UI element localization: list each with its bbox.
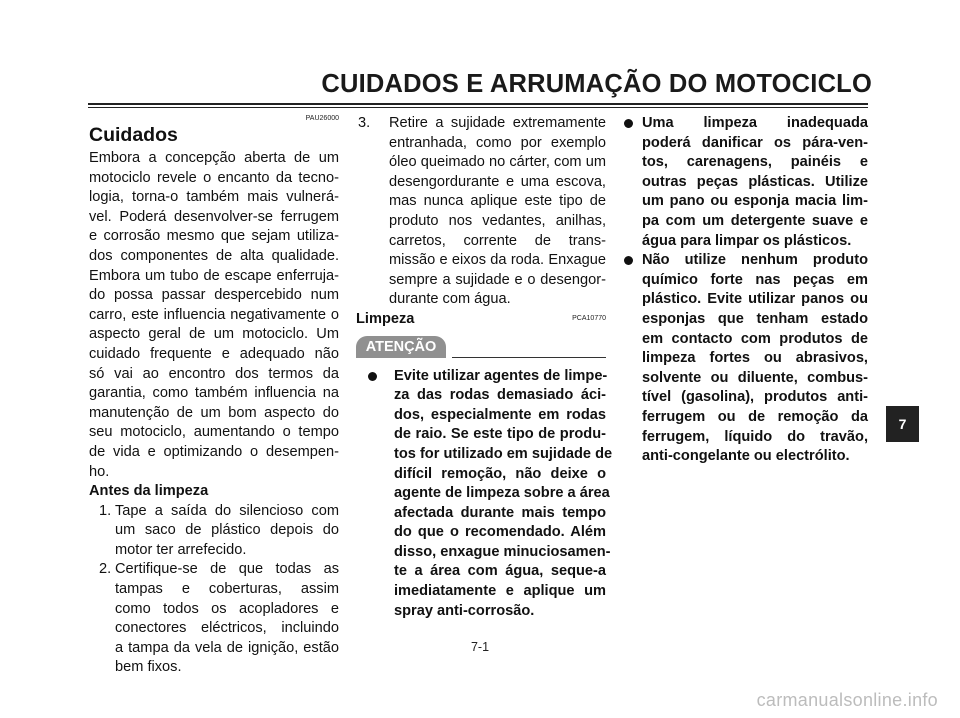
column-3 xyxy=(622,114,868,467)
text-line: em contacto com produtos de xyxy=(642,330,868,347)
text-line: plástico. Evite utilizar panos ou xyxy=(642,291,868,308)
text-line: um saco de plástico depois do xyxy=(115,522,339,539)
column-2 xyxy=(356,114,613,621)
warning-rule xyxy=(452,357,606,358)
reference-code: PAU26000 xyxy=(305,115,339,122)
text-line: ferrugem ou de remoção da xyxy=(642,408,868,425)
text-line: dos, especialmente em rodas xyxy=(394,406,606,423)
step-number: 3. xyxy=(358,115,371,131)
text-line: durante com água. xyxy=(389,291,511,308)
text-line: vel. Poderá desenvolver-se ferrugem xyxy=(89,208,339,225)
text-line: manutenção de um bom aspecto do xyxy=(89,404,339,421)
text-line: dos componentes de alta qualidade. xyxy=(89,247,339,264)
column-1 xyxy=(89,114,339,678)
text-line: aspecto geral de um motociclo. Um xyxy=(89,326,339,343)
text-line: óleo queimado no cárter, com um xyxy=(389,154,606,171)
text-line: água para limpar os plásticos. xyxy=(642,232,852,249)
text-line: mas nunca aplique este tipo de xyxy=(389,193,606,210)
text-line: só vai ao encontro dos termos da xyxy=(89,365,339,382)
text-line: entranhada, como por exemplo xyxy=(389,134,606,151)
text-line: outras peças plásticas. Utilize xyxy=(642,173,868,190)
bullet-dot-icon xyxy=(624,256,633,265)
text-line: químico forte nas peças em xyxy=(642,271,868,288)
text-line: um pano ou esponja macia lim- xyxy=(642,193,868,210)
subheading-antes-da-limpeza: Antes da limpeza xyxy=(89,483,209,500)
text-line: seu motociclo, aumentando o tempo xyxy=(89,424,339,441)
text-line: motor ter arrefecido. xyxy=(115,541,247,558)
text-line: Não utilize nenhum produto xyxy=(642,252,868,269)
text-line: logia, torna-o também mais vulnerá- xyxy=(89,189,339,206)
warning-bullet xyxy=(366,367,613,622)
warning-header xyxy=(356,332,606,358)
watermark: carmanualsonline.info xyxy=(756,690,938,710)
subheading-limpeza: Limpeza xyxy=(356,310,415,327)
text-line: carretos, corrente de trans- xyxy=(389,232,606,249)
text-line: tos, carenagens, painéis e xyxy=(642,154,868,171)
text-line: pa com um detergente suave e xyxy=(642,212,868,229)
reference-code: PCA10770 xyxy=(572,314,606,322)
text-line: Tape a saída do silencioso com xyxy=(115,502,339,519)
text-line: tos for utilizado em sujidade de xyxy=(394,445,613,462)
text-line: de raio. Se este tipo de produ- xyxy=(394,426,606,443)
chapter-tab: 7 xyxy=(886,406,919,442)
text-line: anti-congelante ou electrólito. xyxy=(642,448,850,465)
text-line: agente de limpeza sobre a área xyxy=(394,485,610,502)
numbered-step-3 xyxy=(356,114,606,310)
text-line: de vida e optimizando o desempen- xyxy=(89,443,339,460)
text-line: Uma limpeza inadequada xyxy=(642,115,868,131)
text-line: Embora a concepção aberta de um xyxy=(89,150,339,166)
text-line: a tampa da vela de ignição, estão xyxy=(115,639,339,656)
text-line: ho. xyxy=(89,463,110,480)
text-line: conectores eléctricos, incluindo xyxy=(115,620,339,637)
text-line: Evite utilizar agentes de limpe- xyxy=(394,367,608,384)
text-line: do possa passar despercebido num xyxy=(89,287,339,304)
text-line: carro, este influencia negativamente o xyxy=(89,306,339,323)
text-line: e corrosão mesmo que sejam utiliza- xyxy=(89,228,339,245)
text-line: sempre a sujidade e o desengor- xyxy=(389,271,606,288)
numbered-step-1 xyxy=(89,502,339,561)
text-line: como todos os acopladores e xyxy=(115,600,339,617)
text-line: afectada durante mais tempo xyxy=(394,504,606,521)
intro-paragraph xyxy=(89,149,339,482)
warning-bullet xyxy=(622,114,868,251)
text-line: limpeza fortes ou abrasivos, xyxy=(642,350,868,367)
warning-bullet xyxy=(622,251,868,467)
text-line: Retire a sujidade extremamente xyxy=(389,115,606,131)
text-line: tampas e coberturas, assim xyxy=(115,581,339,598)
header-rule-thin xyxy=(88,107,868,108)
section-title-cuidados: Cuidados xyxy=(89,124,178,146)
text-line: bem fixos. xyxy=(115,659,182,676)
text-line: Certifique-se de que todas as xyxy=(115,561,339,578)
text-line: tível (gasolina), produtos anti- xyxy=(642,389,868,406)
numbered-step-2 xyxy=(89,560,339,678)
text-line: te a área com água, seque-a xyxy=(394,563,606,580)
text-line: solvente ou diluente, combus- xyxy=(642,369,868,386)
text-line: do que o recomendado. Além xyxy=(394,524,606,541)
step-number: 2. xyxy=(99,561,112,578)
header-rule xyxy=(88,103,868,105)
text-line: disso, enxague minuciosamen- xyxy=(394,543,611,560)
text-line: imediatamente e aplique um xyxy=(394,583,606,600)
text-line: Embora um tubo de escape enferruja- xyxy=(89,267,339,284)
text-line: poderá danificar os pára-ven- xyxy=(642,134,868,151)
text-line: esponjas que tenham estado xyxy=(642,310,868,327)
warning-badge: ATENÇÃO xyxy=(356,336,446,358)
text-line: difícil remoção, não deixe o xyxy=(394,465,606,482)
text-line: motociclo revele o encanto da tecno- xyxy=(89,169,339,186)
bullet-dot-icon xyxy=(624,119,633,128)
text-line: za das rodas demasiado áci- xyxy=(394,387,606,404)
step-number: 1. xyxy=(99,502,112,519)
text-line: cuidado frequente e adequado não xyxy=(89,345,339,362)
text-line: desengordurante e uma escova, xyxy=(389,173,606,190)
text-line: missão e eixos da roda. Enxague xyxy=(389,252,606,269)
text-line: garantia, como também influencia na xyxy=(89,385,339,402)
text-line: ferrugem, líquido do travão, xyxy=(642,428,868,445)
bullet-dot-icon xyxy=(368,372,377,381)
page-number: 7-1 xyxy=(470,640,490,654)
page-title: CUIDADOS E ARRUMAÇÃO DO MOTOCICLO xyxy=(321,70,872,98)
text-line: spray anti-corrosão. xyxy=(394,602,535,619)
text-line: produto nos vedantes, anilhas, xyxy=(389,212,606,229)
